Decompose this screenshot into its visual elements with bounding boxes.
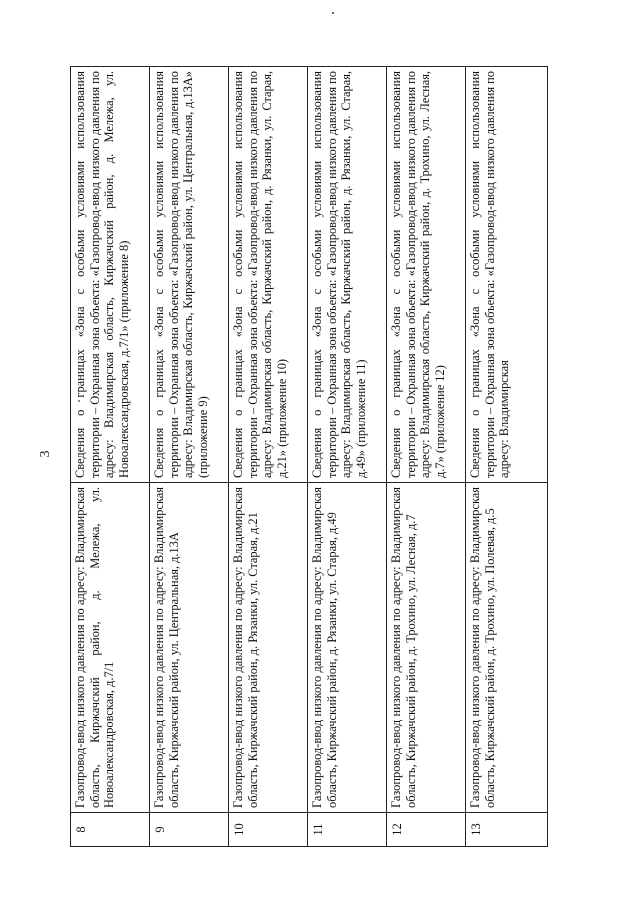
zone-information: Сведения о границах «Зона с особыми условиями использования территории – Охранная зона объекта: «Газопровод-ввод низкого давления по адресу: Владимирская область, Киржачский район, д. Трохино, ул. Лесная, д.7» (приложение 12): [387, 67, 466, 483]
object-description: Газопровод-ввод низкого давления по адресу: Владимирская область, Киржачский район, ул. Центральная, д.13А: [150, 483, 229, 813]
zone-information: Сведения о границах «Зона с особыми условиями использования территории – Охранная зона объекта: «Газопровод-ввод низкого давления по адресу: Владимирская: [466, 67, 548, 483]
table-row: [466, 67, 548, 847]
table-row: [71, 67, 150, 847]
zones-table: [70, 66, 548, 847]
object-description: Газопровод-ввод низкого давления по адресу: Владимирская область, Киржачский район, д. Трохино, ул. Лесная, д.7: [387, 483, 466, 813]
row-number: 9: [150, 813, 229, 847]
row-number: 13: [466, 813, 548, 847]
zone-information: Сведения о границах «Зона с особыми условиями использования территории – Охранная зона объекта: «Газопровод-ввод низкого давления по адресу: Владимирская область, Киржачский район, д. Мележа, ул. Новоалександровская, д.7/1» (приложение 8): [71, 67, 150, 483]
object-description: Газопровод-ввод низкого давления по адресу: Владимирская область, Киржачский район, д. Трохино, ул. Полевая, д.5: [466, 483, 548, 813]
object-description: Газопровод-ввод низкого давления по адресу: Владимирская область, Киржачский район, д. Мележа, ул. Новоалександровская, д.7/1: [71, 483, 150, 813]
document-table-container: [70, 67, 546, 847]
table-row: [150, 67, 229, 847]
row-number: 11: [308, 813, 387, 847]
scan-speck: [332, 12, 334, 14]
row-number: 10: [229, 813, 308, 847]
row-number: 12: [387, 813, 466, 847]
zone-information: Сведения о границах «Зона с особыми условиями использования территории – Охранная зона объекта: «Газопровод-ввод низкого давления по адресу: Владимирская область, Киржачский район, д. Рязанки, ул. Старая, д.49» (приложение 11): [308, 67, 387, 483]
table-row: [308, 67, 387, 847]
page-number: 3: [38, 450, 53, 458]
zone-information: Сведения о границах «Зона с особыми условиями использования территории – Охранная зона объекта: «Газопровод-ввод низкого давления по адресу: Владимирская область, Киржачский район, ул. Центральная, д.13А» (приложение 9): [150, 67, 229, 483]
zone-information: Сведения о границах «Зона с особыми условиями использования территории – Охранная зона объекта: «Газопровод-ввод низкого давления по адресу: Владимирская область, Киржачский район, д. Рязанки, ул. Старая, д.21» (приложение 10): [229, 67, 308, 483]
row-number: 8: [71, 813, 150, 847]
table-row: [387, 67, 466, 847]
table-row: [229, 67, 308, 847]
object-description: Газопровод-ввод низкого давления по адресу: Владимирская область, Киржачский район, д. Рязанки, ул. Старая, д.49: [308, 483, 387, 813]
object-description: Газопровод-ввод низкого давления по адресу: Владимирская область, Киржачский район, д. Рязанки, ул. Старая, д.21: [229, 483, 308, 813]
